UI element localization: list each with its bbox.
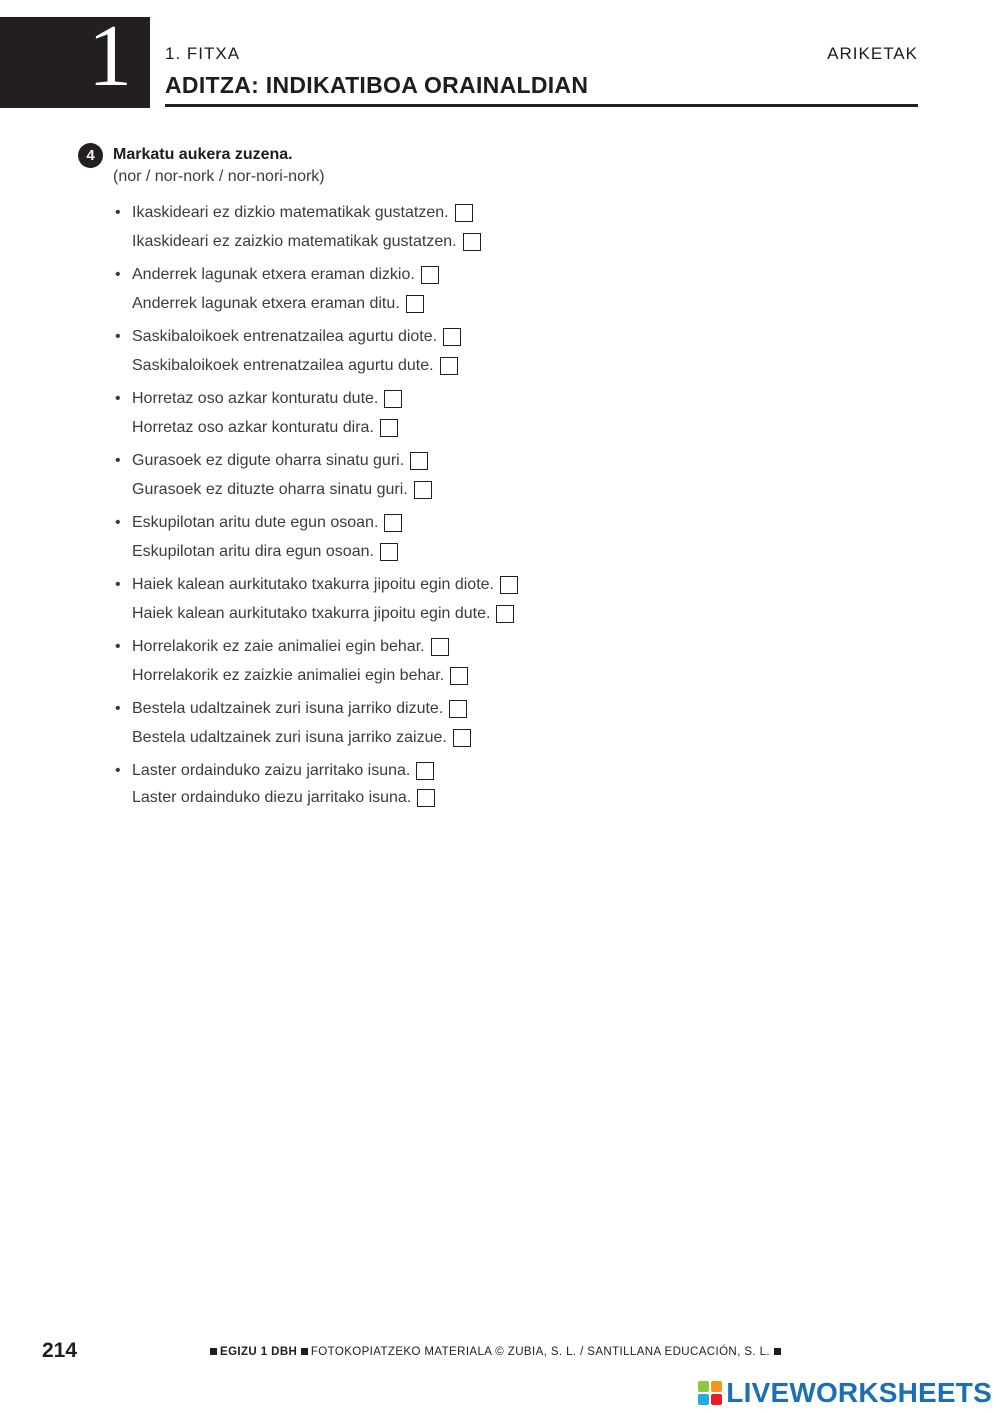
answer-checkbox[interactable]	[431, 638, 449, 656]
answer-option	[113, 351, 913, 380]
exercise-item	[113, 570, 913, 628]
answer-option	[113, 785, 913, 810]
option-text: Anderrek lagunak etxera eraman dizkio.	[132, 265, 415, 283]
answer-checkbox[interactable]	[463, 233, 481, 251]
answer-option	[113, 227, 913, 256]
option-text: Gurasoek ez dituzte oharra sinatu guri.	[132, 480, 408, 498]
answer-checkbox[interactable]	[450, 667, 468, 685]
answer-checkbox[interactable]	[496, 605, 514, 623]
bullet-icon: •	[115, 451, 121, 469]
chapter-block	[0, 8, 150, 108]
option-text: Haiek kalean aurkitutako txakurra jipoitu egin diote.	[132, 575, 494, 593]
answer-checkbox[interactable]	[455, 204, 473, 222]
option-text: Ikaskideari ez dizkio matematikak gustatzen.	[132, 203, 449, 221]
fitxa-label: 1. FITXA	[165, 44, 241, 63]
option-text: Horrelakorik ez zaie animaliei egin behar.	[132, 637, 425, 655]
answer-checkbox[interactable]	[417, 789, 435, 807]
answer-option	[113, 723, 913, 752]
logo-square-icon	[698, 1394, 709, 1405]
square-bullet-icon	[774, 1348, 781, 1355]
answer-checkbox[interactable]	[380, 543, 398, 561]
answer-option	[113, 413, 913, 442]
exercise-item	[113, 198, 913, 256]
bullet-icon: •	[115, 265, 121, 283]
bullet-icon: •	[115, 203, 121, 221]
answer-checkbox[interactable]	[416, 762, 434, 780]
liveworksheets-logo[interactable]	[698, 1376, 992, 1410]
option-text: Gurasoek ez digute oharra sinatu guri.	[132, 451, 405, 469]
answer-checkbox[interactable]	[384, 514, 402, 532]
book-title: EGIZU 1 DBH	[220, 1346, 298, 1358]
option-text: Laster ordainduko diezu jarritako isuna.	[132, 788, 412, 806]
exercise-item	[113, 260, 913, 318]
title-divider	[165, 104, 918, 107]
option-text: Horrelakorik ez zaizkie animaliei egin behar.	[132, 666, 445, 684]
option-text: Haiek kalean aurkitutako txakurra jipoitu egin dute.	[132, 604, 491, 622]
answer-checkbox[interactable]	[384, 390, 402, 408]
answer-checkbox[interactable]	[440, 357, 458, 375]
exercise-subtitle: (nor / nor-nork / nor-nori-nork)	[113, 168, 325, 185]
answer-list	[113, 198, 913, 814]
answer-option	[113, 289, 913, 318]
answer-checkbox[interactable]	[380, 419, 398, 437]
exercise-item	[113, 322, 913, 380]
option-text: Saskibaloikoek entrenatzailea agurtu diote.	[132, 327, 438, 345]
answer-option	[113, 508, 913, 537]
option-text: Saskibaloikoek entrenatzailea agurtu dute.	[132, 356, 434, 374]
logo-square-icon	[711, 1381, 722, 1392]
option-text: Bestela udaltzainek zuri isuna jarriko zaizue.	[132, 728, 447, 746]
option-text: Eskupilotan aritu dira egun osoan.	[132, 542, 374, 560]
answer-option	[113, 475, 913, 504]
square-bullet-icon	[210, 1348, 217, 1355]
exercise-item	[113, 508, 913, 566]
answer-option	[113, 322, 913, 351]
answer-option	[113, 384, 913, 413]
answer-option	[113, 537, 913, 566]
answer-option	[113, 661, 913, 690]
answer-option	[113, 632, 913, 661]
option-text: Horretaz oso azkar konturatu dira.	[132, 418, 374, 436]
answer-checkbox[interactable]	[414, 481, 432, 499]
page-number: 214	[42, 1339, 78, 1362]
answer-option	[113, 599, 913, 628]
exercise-item	[113, 446, 913, 504]
copyright-text: FOTOKOPIATZEKO MATERIALA © ZUBIA, S. L. / SANTILLANA EDUCACIÓN, S. L.	[310, 1346, 770, 1358]
bullet-icon: •	[115, 575, 121, 593]
option-text: Anderrek lagunak etxera eraman ditu.	[132, 294, 400, 312]
exercise-number-badge: 4	[78, 143, 103, 168]
bullet-icon: •	[115, 513, 121, 531]
logo-text: LIVEWORKSHEETS	[726, 1377, 992, 1408]
logo-square-icon	[711, 1394, 722, 1405]
exercise-item	[113, 384, 913, 442]
exercise-instruction: Markatu aukera zuzena.	[113, 146, 293, 163]
answer-checkbox[interactable]	[410, 452, 428, 470]
option-text: Ikaskideari ez zaizkio matematikak gustatzen.	[132, 232, 457, 250]
option-text: Horretaz oso azkar konturatu dute.	[132, 389, 379, 407]
answer-option	[113, 756, 913, 785]
logo-square-icon	[698, 1381, 709, 1392]
bullet-icon: •	[115, 637, 121, 655]
answer-checkbox[interactable]	[500, 576, 518, 594]
answer-option	[113, 694, 913, 723]
answer-option	[113, 198, 913, 227]
exercise-4	[78, 143, 938, 806]
bullet-icon: •	[115, 389, 121, 407]
bullet-icon: •	[115, 327, 121, 345]
liveworksheets-grid-icon	[698, 1381, 722, 1405]
answer-checkbox[interactable]	[453, 729, 471, 747]
answer-option	[113, 570, 913, 599]
answer-checkbox[interactable]	[449, 700, 467, 718]
answer-option	[113, 446, 913, 475]
footer-credit	[210, 1346, 784, 1358]
answer-checkbox[interactable]	[406, 295, 424, 313]
option-text: Laster ordainduko zaizu jarritako isuna.	[132, 761, 411, 779]
answer-checkbox[interactable]	[421, 266, 439, 284]
exercise-item	[113, 694, 913, 752]
answer-checkbox[interactable]	[443, 328, 461, 346]
option-text: Eskupilotan aritu dute egun osoan.	[132, 513, 379, 531]
bullet-icon: •	[115, 761, 121, 779]
answer-option	[113, 260, 913, 289]
page-title: ADITZA: INDIKATIBOA ORAINALDIAN	[165, 72, 589, 98]
chapter-number: 1	[88, 8, 132, 105]
exercise-item	[113, 756, 913, 810]
exercise-header	[78, 143, 938, 169]
square-bullet-icon	[301, 1348, 308, 1355]
bullet-icon: •	[115, 699, 121, 717]
option-text: Bestela udaltzainek zuri isuna jarriko dizute.	[132, 699, 444, 717]
exercise-item	[113, 632, 913, 690]
section-label: ARIKETAK	[827, 44, 918, 63]
